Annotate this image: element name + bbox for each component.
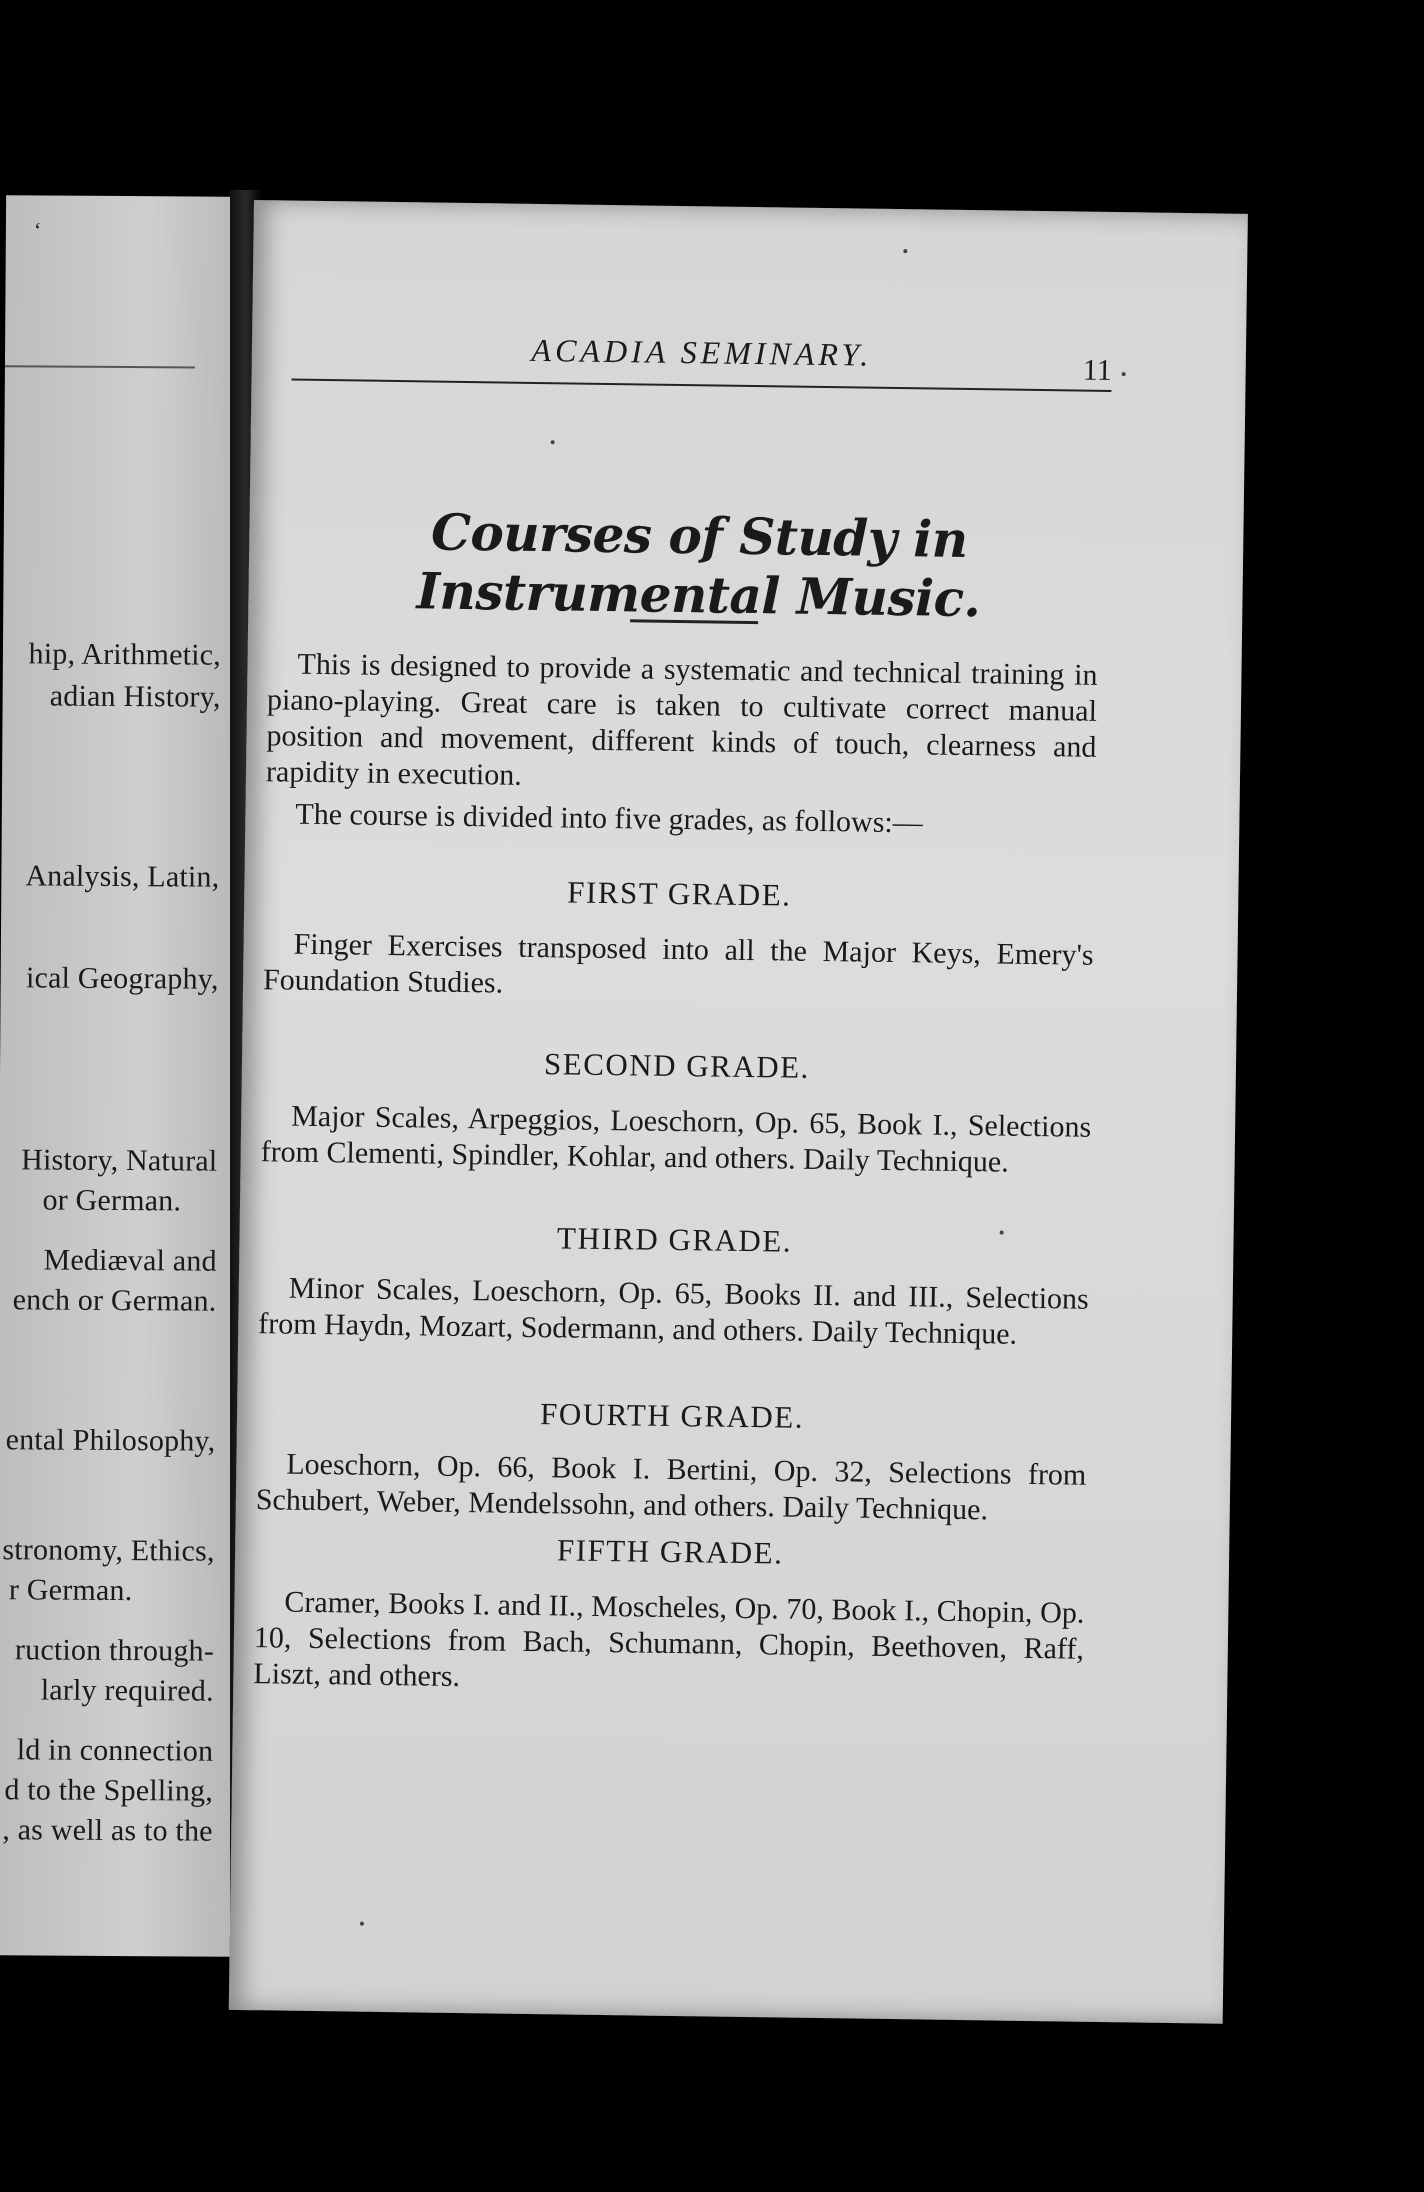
page-number: 11 — [1082, 353, 1112, 387]
grade-heading: THIRD GRADE. — [556, 1220, 793, 1259]
grade-text: Cramer, Books I. and II., Moscheles, Op. 70, Book I., Chopin, Op. 10, Selections from Bach, Schumann, Chopin, Beethoven, Raff, Liszt, and others. — [253, 1585, 1085, 1694]
dust-speck — [360, 1922, 364, 1926]
grade-text: Loeschorn, Op. 66, Book I. Bertini, Op. 32, Selections from Schubert, Weber, Mendelssohn, and others. Daily Technique. — [255, 1447, 1087, 1527]
grade-description — [256, 1446, 1087, 1530]
grade-description — [253, 1584, 1084, 1704]
left-line: ental Philosophy, — [5, 1423, 216, 1458]
grade-heading: FIFTH GRADE. — [556, 1532, 784, 1571]
left-line: , as well as to the — [2, 1813, 213, 1848]
left-line: larly required. — [40, 1673, 214, 1708]
book-page — [229, 200, 1248, 2024]
dust-speck — [903, 249, 907, 253]
left-line: ical Geography, — [25, 961, 219, 996]
grade-heading: FIRST GRADE. — [567, 874, 792, 913]
grade-text: Finger Exercises transposed into all the Major Keys, Emery's Foundation Studies. — [262, 927, 1094, 1000]
left-line: Mediæval and — [43, 1243, 217, 1278]
grade-description — [263, 926, 1094, 1010]
left-line: Analysis, Latin, — [25, 859, 220, 894]
dust-speck — [1000, 1231, 1004, 1235]
left-line: d to the Spelling, — [4, 1773, 214, 1808]
header-rule — [5, 365, 195, 368]
grade-description — [258, 1270, 1089, 1354]
grade-text: Major Scales, Arpeggios, Loeschorn, Op. 65, Book I., Selections from Clementi, Spindler, Kohlar, and others. Daily Technique. — [260, 1099, 1092, 1179]
grade-heading: SECOND GRADE. — [543, 1046, 811, 1085]
grade-heading: FOURTH GRADE. — [539, 1396, 805, 1435]
intro-paragraph — [265, 796, 1095, 844]
grade-text: Minor Scales, Loeschorn, Op. 65, Books II. and III., Selections from Haydn, Mozart, Sodermann, and others. Daily Technique. — [258, 1271, 1089, 1351]
left-line: or German. — [42, 1183, 182, 1218]
dust-speck — [1122, 372, 1126, 376]
left-line: History, Natural — [21, 1143, 218, 1178]
left-line: hip, Arithmetic, — [28, 637, 222, 672]
page-title: Courses of Study in Instrumental Music. — [416, 502, 981, 629]
running-title: ACADIA SEMINARY. — [531, 331, 873, 373]
left-line: ench or German. — [12, 1283, 217, 1318]
intro-text: The course is divided into five grades, as follows:— — [295, 797, 923, 840]
intro-text: This is designed to provide a systematic and technical training in piano-playing. Great care is taken to cultivate correct manual position and movement, different kinds of touch, clearness and rapidity in execution. — [265, 647, 1098, 792]
left-line: r German. — [8, 1573, 133, 1608]
intro-paragraph — [266, 646, 1098, 802]
previous-page — [0, 195, 242, 1957]
left-line: ld in connection — [16, 1733, 214, 1768]
left-line: adian History, — [49, 679, 221, 714]
grade-description — [260, 1098, 1091, 1182]
left-line: ruction through- — [14, 1633, 215, 1668]
running-head — [291, 329, 1112, 392]
dust-speck — [551, 440, 555, 444]
ink-speck: ʻ — [33, 217, 42, 243]
left-line: stronomy, Ethics, — [2, 1533, 215, 1568]
